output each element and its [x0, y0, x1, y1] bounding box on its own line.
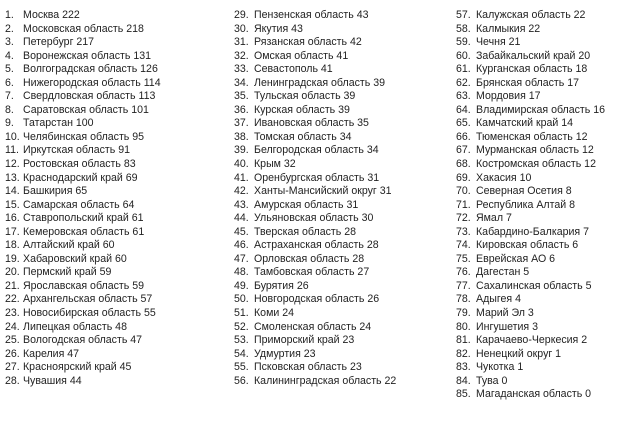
list-item-text: Татарстан 100 [23, 117, 94, 130]
list-item-number: 41. [234, 171, 249, 184]
list-item-text: Еврейская АО 6 [476, 252, 556, 265]
list-item-text: Ингушетия 3 [476, 320, 539, 333]
list-item-number: 55. [234, 361, 249, 374]
list-item-text: Карачаево-Черкесия 2 [476, 334, 588, 347]
list-item-number: 52. [234, 320, 249, 333]
list-item-number: 16. [5, 212, 20, 225]
list-item [234, 375, 459, 389]
list-item-number: 24. [5, 320, 20, 333]
list-item-text: Забайкальский край 20 [476, 49, 591, 62]
list-item-text: Чукотка 1 [476, 361, 524, 374]
list-item [456, 388, 638, 402]
list-item-number: 25. [5, 334, 20, 347]
list-item-number: 69. [456, 171, 471, 184]
list-item-text: Камчатский край 14 [476, 117, 574, 130]
list-item-number: 57. [456, 9, 471, 21]
list-item-text: Челябинская область 95 [23, 130, 145, 143]
list-item-text: Алтайский край 60 [23, 239, 115, 252]
list-item-text: Воронежская область 131 [23, 49, 152, 62]
list-item [456, 172, 638, 186]
list-item-text: Карелия 47 [23, 347, 80, 360]
list-item-text: Пермский край 59 [23, 266, 112, 279]
list-item-text: Хакасия 10 [476, 171, 532, 184]
list-item-number: 23. [5, 307, 20, 320]
list-item [456, 212, 638, 226]
list-item-text: Кировская область 6 [476, 239, 579, 252]
list-item-text: Тюменская область 12 [476, 130, 588, 143]
list-item-text: Адыгея 4 [476, 293, 521, 306]
list-item-number: 43. [234, 198, 249, 211]
list-item-number: 33. [234, 63, 249, 76]
list-item-text: Тува 0 [476, 374, 508, 387]
list-item-number: 80. [456, 320, 471, 333]
list-item-text: Марий Эл 3 [476, 307, 534, 320]
list-item-number: 20. [5, 266, 20, 279]
list-item [234, 266, 459, 280]
list-item [234, 280, 459, 294]
list-item-text: Ярославская область 59 [23, 279, 145, 292]
list-item-text: Калмыкия 22 [476, 22, 541, 35]
list-item-text: Ленинградская область 39 [254, 76, 385, 89]
list-item [234, 50, 459, 64]
list-item [456, 307, 638, 321]
list-item-text: Кабардино-Балкария 7 [476, 225, 589, 238]
list-item-number: 15. [5, 198, 20, 211]
list-item-number: 65. [456, 117, 471, 130]
list-item [5, 239, 230, 253]
list-item-number: 50. [234, 293, 249, 306]
list-item-number: 70. [456, 185, 471, 198]
list-item-text: Удмуртия 23 [254, 347, 316, 360]
list-item-text: Крым 32 [254, 158, 296, 171]
list-item [234, 361, 459, 375]
list-item-number: 66. [456, 130, 471, 143]
list-item-text: Калужская область 22 [476, 9, 586, 21]
list-item [5, 226, 230, 240]
list-item [5, 321, 230, 335]
list-item-text: Мурманская область 12 [476, 144, 594, 157]
list-item [456, 36, 638, 50]
list-item-number: 72. [456, 212, 471, 225]
list-item [456, 131, 638, 145]
list-item [456, 253, 638, 267]
list-item-text: Псковская область 23 [254, 361, 362, 374]
list-item-text: Новосибирская область 55 [23, 307, 156, 320]
list-item [5, 212, 230, 226]
list-item [456, 144, 638, 158]
list-item-number: 46. [234, 239, 249, 252]
list-item-number: 77. [456, 279, 471, 292]
list-item-text: Саратовская область 101 [23, 103, 149, 116]
list-item-number: 68. [456, 158, 471, 171]
list-item-number: 53. [234, 334, 249, 347]
list-item [5, 90, 230, 104]
list-item-text: Севастополь 41 [254, 63, 333, 76]
region-ranking-list [0, 9, 640, 419]
list-item-number: 27. [5, 361, 20, 374]
list-item-number: 83. [456, 361, 471, 374]
list-item-number: 79. [456, 307, 471, 320]
list-item-text: Липецкая область 48 [23, 320, 127, 333]
list-item [234, 253, 459, 267]
list-item-number: 29. [234, 9, 249, 21]
list-item [234, 212, 459, 226]
list-item [234, 348, 459, 362]
list-item-text: Курганская область 18 [476, 63, 588, 76]
list-item-text: Калининградская область 22 [254, 374, 397, 387]
list-item-text: Ивановская область 35 [254, 117, 369, 130]
list-item-number: 85. [456, 388, 471, 401]
list-item-text: Новгородская область 26 [254, 293, 380, 306]
list-item [234, 63, 459, 77]
list-item-number: 74. [456, 239, 471, 252]
list-item-text: Магаданская область 0 [476, 388, 592, 401]
list-item [234, 321, 459, 335]
list-item-number: 71. [456, 198, 471, 211]
list-item [5, 117, 230, 131]
list-item-text: Ненецкий округ 1 [476, 347, 562, 360]
list-item-text: Оренбургская область 31 [254, 171, 380, 184]
list-item-text: Чечня 21 [476, 36, 521, 49]
list-item [234, 226, 459, 240]
list-item-number: 81. [456, 334, 471, 347]
list-item-number: 17. [5, 225, 20, 238]
list-item [234, 239, 459, 253]
list-item-text: Московская область 218 [23, 22, 144, 35]
list-item [456, 375, 638, 389]
list-item-text: Сахалинская область 5 [476, 279, 592, 292]
list-item [456, 90, 638, 104]
list-item-text: Ямал 7 [476, 212, 512, 225]
list-item [456, 280, 638, 294]
list-item [456, 63, 638, 77]
list-item-number: 3. [5, 36, 14, 49]
list-item-text: Хабаровский край 60 [23, 252, 127, 265]
list-item [456, 239, 638, 253]
list-item-text: Рязанская область 42 [254, 36, 362, 49]
list-item [5, 280, 230, 294]
list-item-text: Иркутская область 91 [23, 144, 130, 157]
list-item-number: 36. [234, 103, 249, 116]
list-item-text: Якутия 43 [254, 22, 303, 35]
list-item [5, 131, 230, 145]
list-item [456, 104, 638, 118]
list-item-number: 10. [5, 130, 20, 143]
list-item-text: Мордовия 17 [476, 90, 541, 103]
list-item-number: 76. [456, 266, 471, 279]
list-item-number: 26. [5, 347, 20, 360]
list-item-number: 5. [5, 63, 14, 76]
list-item [5, 23, 230, 37]
list-item-text: Москва 222 [23, 9, 80, 21]
list-item-number: 1. [5, 9, 14, 21]
list-item-number: 45. [234, 225, 249, 238]
list-item [234, 144, 459, 158]
list-item-number: 18. [5, 239, 20, 252]
list-item [456, 293, 638, 307]
list-item-text: Орловская область 28 [254, 252, 365, 265]
list-item-number: 14. [5, 185, 20, 198]
list-item-text: Томская область 34 [254, 130, 352, 143]
list-item [5, 36, 230, 50]
list-item-text: Волгоградская область 126 [23, 63, 158, 76]
list-item-text: Тверская область 28 [254, 225, 356, 238]
list-item-text: Кемеровская область 61 [23, 225, 145, 238]
list-item-number: 73. [456, 225, 471, 238]
list-item-number: 60. [456, 49, 471, 62]
list-item-number: 30. [234, 22, 249, 35]
list-item-number: 49. [234, 279, 249, 292]
list-item [234, 334, 459, 348]
list-item [456, 266, 638, 280]
list-item-number: 22. [5, 293, 20, 306]
list-item-text: Курская область 39 [254, 103, 350, 116]
list-item-text: Смоленская область 24 [254, 320, 372, 333]
list-item-text: Владимирская область 16 [476, 103, 606, 116]
list-item [456, 199, 638, 213]
list-item-text: Брянская область 17 [476, 76, 579, 89]
list-item-text: Красноярский край 45 [23, 361, 132, 374]
list-item-text: Амурская область 31 [254, 198, 359, 211]
list-item [5, 63, 230, 77]
list-item-number: 58. [456, 22, 471, 35]
ranking-column-2 [234, 9, 459, 388]
list-item-text: Чувашия 44 [23, 374, 82, 387]
list-item-number: 42. [234, 185, 249, 198]
list-item-text: Тульская область 39 [254, 90, 356, 103]
list-item-number: 75. [456, 252, 471, 265]
list-item [234, 158, 459, 172]
list-item-number: 62. [456, 76, 471, 89]
list-item [456, 334, 638, 348]
list-item-text: Башкирия 65 [23, 185, 88, 198]
list-item-number: 35. [234, 90, 249, 103]
list-item-text: Белгородская область 34 [254, 144, 379, 157]
list-item [456, 226, 638, 240]
list-item-number: 32. [234, 49, 249, 62]
list-item [234, 293, 459, 307]
list-item-text: Ханты-Мансийский округ 31 [254, 185, 392, 198]
list-item-number: 34. [234, 76, 249, 89]
list-item [456, 50, 638, 64]
list-item-number: 64. [456, 103, 471, 116]
list-item-text: Ульяновская область 30 [254, 212, 374, 225]
list-item-text: Астраханская область 28 [254, 239, 379, 252]
list-item [456, 158, 638, 172]
list-item [5, 199, 230, 213]
list-item-number: 59. [456, 36, 471, 49]
list-item-number: 39. [234, 144, 249, 157]
list-item [234, 104, 459, 118]
list-item-number: 2. [5, 22, 14, 35]
list-item-number: 37. [234, 117, 249, 130]
list-item [234, 9, 459, 23]
list-item [5, 361, 230, 375]
list-item-number: 63. [456, 90, 471, 103]
list-item [234, 199, 459, 213]
list-item-text: Омская область 41 [254, 49, 349, 62]
list-item [5, 158, 230, 172]
list-item-number: 54. [234, 347, 249, 360]
list-item [456, 23, 638, 37]
list-item [234, 117, 459, 131]
ranking-column-3 [456, 9, 638, 402]
list-item-text: Самарская область 64 [23, 198, 135, 211]
list-item-number: 28. [5, 374, 20, 387]
list-item-text: Костромская область 12 [476, 158, 596, 171]
list-item-number: 8. [5, 103, 14, 116]
list-item-number: 47. [234, 252, 249, 265]
list-item-text: Архангельская область 57 [23, 293, 153, 306]
list-item [456, 348, 638, 362]
list-item [5, 77, 230, 91]
list-item [5, 266, 230, 280]
list-item-text: Коми 24 [254, 307, 294, 320]
list-item-number: 82. [456, 347, 471, 360]
list-item-number: 40. [234, 158, 249, 171]
list-item-number: 9. [5, 117, 14, 130]
list-item-number: 12. [5, 158, 20, 171]
list-item-text: Пензенская область 43 [254, 9, 369, 21]
list-item [5, 9, 230, 23]
ranking-column-1 [5, 9, 230, 388]
list-item-number: 78. [456, 293, 471, 306]
list-item-number: 31. [234, 36, 249, 49]
list-item-text: Петербург 217 [23, 36, 95, 49]
list-item-text: Республика Алтай 8 [476, 198, 575, 211]
list-item-number: 7. [5, 90, 14, 103]
list-item-number: 11. [5, 144, 19, 157]
list-item-number: 21. [5, 279, 20, 292]
list-item [456, 361, 638, 375]
list-item [5, 104, 230, 118]
list-item-text: Ставропольский край 61 [23, 212, 144, 225]
list-item [234, 36, 459, 50]
list-item-number: 84. [456, 374, 471, 387]
list-item-number: 4. [5, 49, 14, 62]
list-item-number: 44. [234, 212, 249, 225]
list-item-text: Ростовская область 83 [23, 158, 136, 171]
list-item-text: Нижегородская область 114 [23, 76, 161, 89]
list-item-number: 13. [5, 171, 20, 184]
list-item [5, 50, 230, 64]
list-item-text: Приморский край 23 [254, 334, 355, 347]
list-item [234, 77, 459, 91]
list-item [234, 307, 459, 321]
list-item-text: Тамбовская область 27 [254, 266, 370, 279]
list-item [456, 321, 638, 335]
list-item-text: Бурятия 26 [254, 279, 309, 292]
list-item [234, 90, 459, 104]
list-item-text: Свердловская область 113 [23, 90, 156, 103]
list-item-number: 56. [234, 374, 249, 387]
list-item [234, 185, 459, 199]
list-item-number: 67. [456, 144, 471, 157]
list-item [234, 23, 459, 37]
list-item [5, 307, 230, 321]
list-item [456, 77, 638, 91]
list-item [5, 253, 230, 267]
list-item-text: Северная Осетия 8 [476, 185, 572, 198]
list-item [5, 375, 230, 389]
list-item [5, 348, 230, 362]
list-item [456, 185, 638, 199]
list-item-text: Краснодарский край 69 [23, 171, 138, 184]
list-item [5, 172, 230, 186]
list-item [5, 293, 230, 307]
list-item-number: 19. [5, 252, 20, 265]
list-item-number: 6. [5, 76, 14, 89]
list-item-text: Вологодская область 47 [23, 334, 143, 347]
list-item [234, 131, 459, 145]
list-item [5, 185, 230, 199]
list-item-number: 38. [234, 130, 249, 143]
list-item-number: 51. [234, 307, 249, 320]
list-item-number: 61. [456, 63, 471, 76]
list-item-number: 48. [234, 266, 249, 279]
list-item [234, 172, 459, 186]
list-item [5, 144, 230, 158]
list-item [5, 334, 230, 348]
list-item [456, 9, 638, 23]
list-item-text: Дагестан 5 [476, 266, 530, 279]
list-item [456, 117, 638, 131]
